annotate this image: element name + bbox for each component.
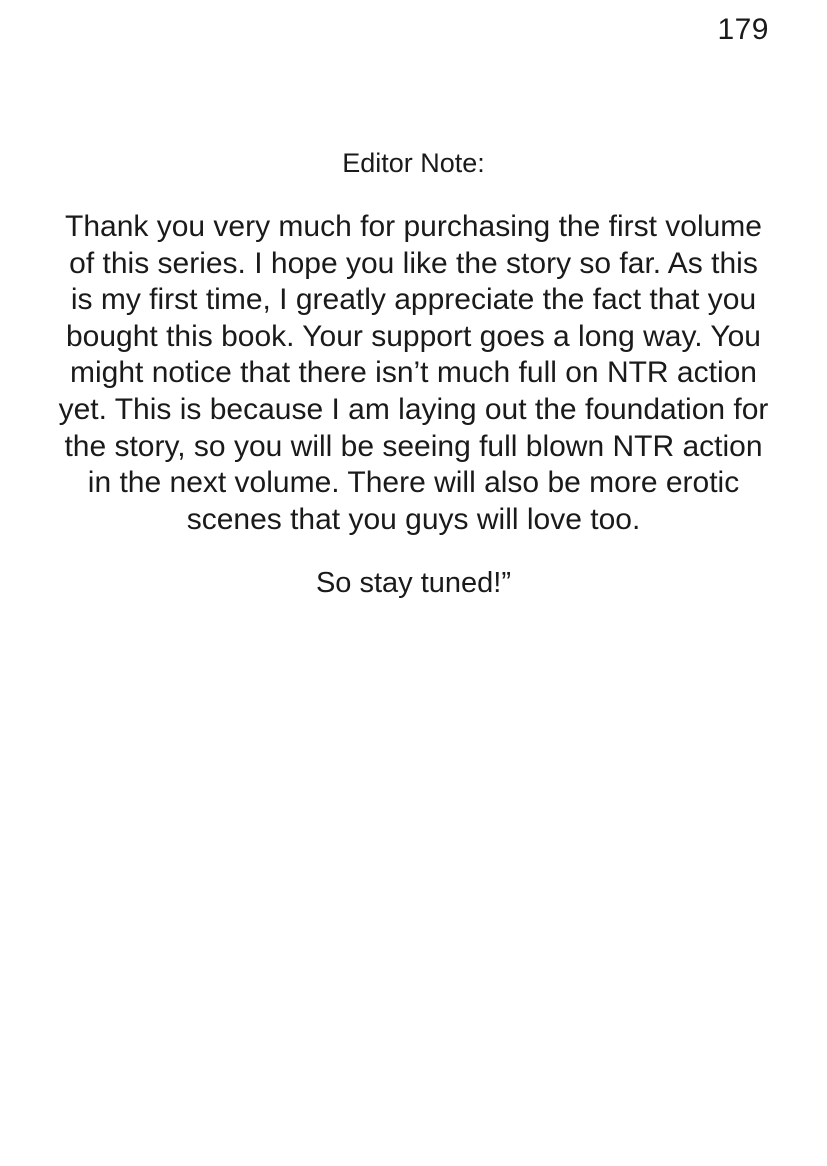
editor-note-body: Thank you very much for purchasing the first volume of this series. I hope you like the story so far. As this is my first time, I greatly appreciate the fact that you bought this book. Your support goes a long way. You might notice that there isn’t much full on NTR action yet. This is because I am laying out the foundation for the story, so you will be seeing full blown NTR action in the next volume. There will also be more erotic scenes that you guys will love too.: [58, 210, 769, 536]
editor-note-closing: So stay tuned!”: [315, 567, 512, 600]
editor-note-heading: Editor Note:: [342, 148, 485, 178]
editor-note-block: [55, 148, 772, 602]
page-number: 179: [717, 13, 769, 46]
